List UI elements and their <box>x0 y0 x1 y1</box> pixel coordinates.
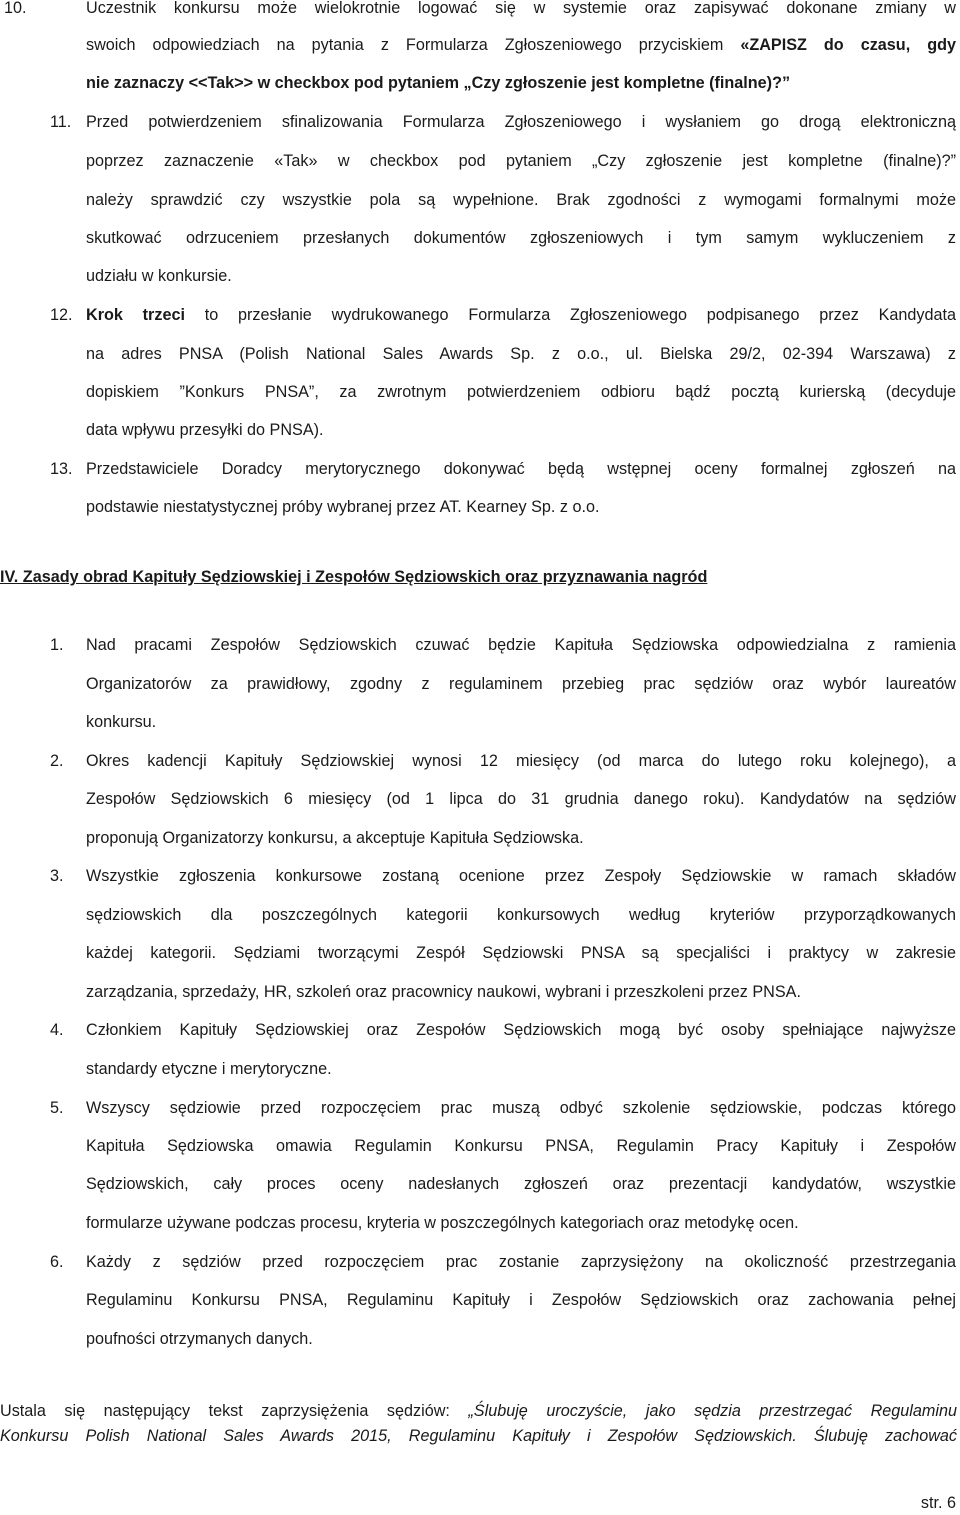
item-line: Każdy z sędziów przed rozpoczęciem prac zostanie zaprzysiężony na okoliczność przestrzegania <box>86 1253 956 1271</box>
item-line <box>86 36 956 55</box>
item-line-text: udziału w konkursie. <box>86 267 232 285</box>
item-line-text: poprzez zaznaczenie «Tak» w checkbox pod pytaniem „Czy zgłoszenie jest kompletne (finalne)?” <box>86 152 956 170</box>
item-number: 4. <box>50 1021 64 1039</box>
item-line-text: swoich odpowiedziach na pytania z Formularza Zgłoszeniowego przyciskiem <box>86 36 741 54</box>
item-line <box>86 345 956 364</box>
oath-line-1 <box>0 1402 957 1421</box>
oath-text-line-2: Konkursu Polish National Sales Awards 2015, Regulaminu Kapituły i Zespołów Sędziowskich. Ślubuję zachować <box>0 1427 957 1445</box>
item-line <box>86 460 956 479</box>
item-line: standardy etyczne i merytoryczne. <box>86 1060 332 1078</box>
item-line: Okres kadencji Kapituły Sędziowskiej wynosi 12 miesięcy (od marca do lutego roku kolejnego), a <box>86 752 956 770</box>
item-line <box>86 383 956 402</box>
item-line <box>86 74 956 93</box>
item-line: każdej kategorii. Sędziami tworzącymi Zespół Sędziowski PNSA są specjaliści i praktycy w zakresie <box>86 944 956 962</box>
item-line: Wszyscy sędziowie przed rozpoczęciem prac muszą odbyć szkolenie sędziowskie, podczas którego <box>86 1099 956 1117</box>
item-line: proponują Organizatorzy konkursu, a akceptuje Kapituła Sędziowska. <box>86 829 584 847</box>
item-line-text: nie zaznaczy <<Tak>> w checkbox pod pytaniem „Czy zgłoszenie jest kompletne (finalne)?” <box>86 74 791 92</box>
item-line <box>86 229 956 248</box>
item-number: 13. <box>50 460 73 478</box>
item-line: Zespołów Sędziowskich 6 miesięcy (od 1 lipca do 31 grudnia danego roku). Kandydatów na sędziów <box>86 790 956 808</box>
item-line <box>86 421 956 440</box>
item-number: 5. <box>50 1099 64 1117</box>
item-line <box>86 191 956 210</box>
item-line: zarządzania, sprzedaży, HR, szkoleń oraz pracownicy naukowi, wybrani i przeszkoleni przez PNSA. <box>86 983 801 1001</box>
item-line <box>86 498 956 517</box>
item-line: Regulaminu Konkursu PNSA, Regulaminu Kapituły i Zespołów Sędziowskich oraz zachowania pełnej <box>86 1291 956 1309</box>
item-line-text: Przedstawiciele Doradcy merytorycznego dokonywać będą wstępnej oceny formalnej zgłoszeń na <box>86 460 956 478</box>
oath-text-line-1: „Ślubuję uroczyście, jako sędzia przestrzegać Regulaminu <box>468 1402 957 1420</box>
item-line-text: podstawie niestatystycznej próby wybranej przez AT. Kearney Sp. z o.o. <box>86 498 600 516</box>
item-line: Kapituła Sędziowska omawia Regulamin Konkursu PNSA, Regulamin Pracy Kapituły i Zespołów <box>86 1137 956 1155</box>
item-line-text: to przesłanie wydrukowanego Formularza Zgłoszeniowego podpisanego przez Kandydata <box>184 306 956 324</box>
item-line-text: dopiskiem ”Konkurs PNSA”, za zwrotnym potwierdzeniem odbioru bądź pocztą kurierską (decyduje <box>86 383 956 401</box>
item-line <box>86 152 956 171</box>
item-number: 1. <box>50 636 64 654</box>
item-number: 6. <box>50 1253 64 1271</box>
item-line-text: na adres PNSA (Polish National Sales Awards Sp. z o.o., ul. Bielska 29/2, 02-394 Warszawa) z <box>86 345 956 363</box>
item-number: 3. <box>50 867 64 885</box>
page-number: str. 6 <box>920 1494 956 1512</box>
item-line: sędziowskich dla poszczególnych kategorii konkursowych według kryteriów przyporządkowanych <box>86 906 956 924</box>
item-line <box>86 113 956 132</box>
item-line <box>86 306 956 325</box>
item-line-text: Krok trzeci <box>86 306 185 324</box>
item-number: 2. <box>50 752 64 770</box>
item-line-text: data wpływu przesyłki do PNSA). <box>86 421 324 439</box>
item-line: Organizatorów za prawidłowy, zgodny z regulaminem przebieg prac sędziów oraz wybór laureatów <box>86 675 956 693</box>
item-line-text: «ZAPISZ do czasu, gdy <box>740 36 956 54</box>
oath-intro: Ustala się następujący tekst zaprzysiężenia sędziów: <box>0 1402 469 1420</box>
item-line-text: należy sprawdzić czy wszystkie pola są wypełnione. Brak zgodności z wymogami formalnymi może <box>86 191 956 209</box>
item-number: 11. <box>50 113 72 131</box>
item-line: konkursu. <box>86 713 157 731</box>
section-title: IV. Zasady obrad Kapituły Sędziowskiej i Zespołów Sędziowskich oraz przyznawania nagród <box>0 568 708 586</box>
item-number: 10. <box>4 0 27 17</box>
item-line: Sędziowskich, cały proces oceny nadesłanych zgłoszeń oraz prezentacji kandydatów, wszystkie <box>86 1175 956 1193</box>
item-line: Wszystkie zgłoszenia konkursowe zostaną ocenione przez Zespoły Sędziowskie w ramach składów <box>86 867 956 885</box>
item-line <box>86 0 956 18</box>
item-line-text: skutkować odrzuceniem przesłanych dokumentów zgłoszeniowych i tym samym wykluczeniem z <box>86 229 956 247</box>
item-line-text: Przed potwierdzeniem sfinalizowania Formularza Zgłoszeniowego i wysłaniem go drogą elektroniczną <box>86 113 956 131</box>
item-line: formularze używane podczas procesu, kryteria w poszczególnych kategoriach oraz metodykę ocen. <box>86 1214 799 1232</box>
item-line: Nad pracami Zespołów Sędziowskich czuwać będzie Kapituła Sędziowska odpowiedzialna z ramienia <box>86 636 956 654</box>
item-line-text: Uczestnik konkursu może wielokrotnie logować się w systemie oraz zapisywać dokonane zmiany w <box>86 0 956 17</box>
item-number: 12. <box>50 306 73 324</box>
item-line: poufności otrzymanych danych. <box>86 1330 313 1348</box>
item-line <box>86 267 956 286</box>
item-line: Członkiem Kapituły Sędziowskiej oraz Zespołów Sędziowskich mogą być osoby spełniające najwyższe <box>86 1021 956 1039</box>
